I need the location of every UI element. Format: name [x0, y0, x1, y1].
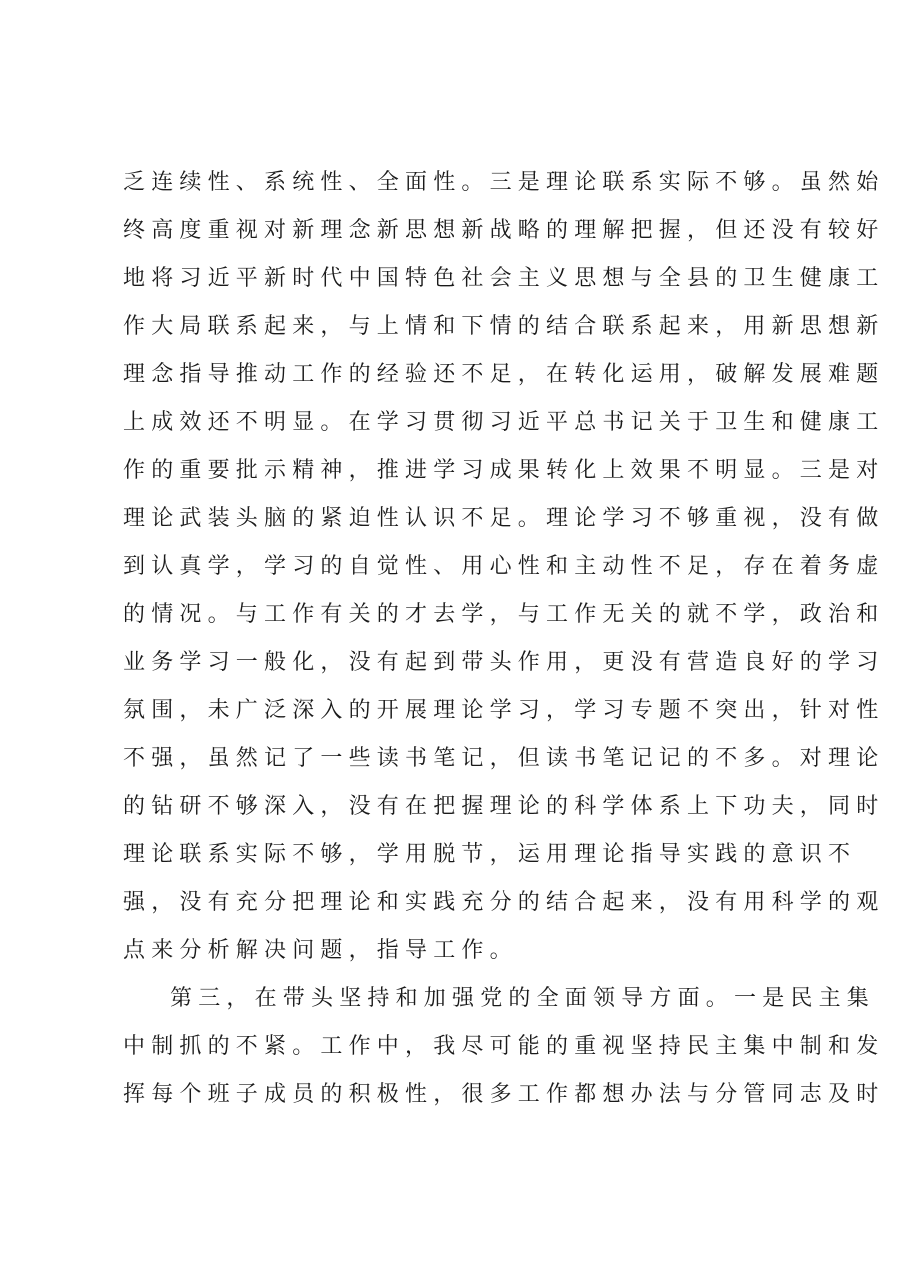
text-line: 终高度重视对新理念新思想新战略的理解把握，但还没有较好: [123, 218, 885, 243]
text-line: 地将习近平新时代中国特色社会主义思想与全县的卫生健康工: [123, 266, 885, 291]
text-line: 理论武装头脑的紧迫性认识不足。理论学习不够重视，没有做: [123, 506, 885, 531]
text-line: 作的重要批示精神，推进学习成果转化上效果不明显。三是对: [123, 458, 885, 483]
text-line: 点来分析解决问题，指导工作。: [123, 938, 518, 963]
text-line: 理论联系实际不够，学用脱节，运用理论指导实践的意识不: [123, 842, 857, 867]
text-line: 的情况。与工作有关的才去学，与工作无关的就不学，政治和: [123, 602, 885, 627]
text-line: 强，没有充分把理论和实践充分的结合起来，没有用科学的观: [123, 890, 885, 915]
text-line: 氛围，未广泛深入的开展理论学习，学习专题不突出，针对性: [123, 698, 885, 723]
paragraph-start-line: 第三，在带头坚持和加强党的全面领导方面。一是民主集: [170, 986, 876, 1011]
text-line: 中制抓的不紧。工作中，我尽可能的重视坚持民主集中制和发: [123, 1034, 885, 1059]
text-line: 乏连续性、系统性、全面性。三是理论联系实际不够。虽然始: [123, 170, 885, 195]
text-line: 作大局联系起来，与上情和下情的结合联系起来，用新思想新: [123, 314, 885, 339]
text-line: 的钻研不够深入，没有在把握理论的科学体系上下功夫，同时: [123, 794, 885, 819]
text-line: 业务学习一般化，没有起到带头作用，更没有营造良好的学习: [123, 650, 885, 675]
text-line: 不强，虽然记了一些读书笔记，但读书笔记记的不多。对理论: [123, 746, 885, 771]
text-line: 理念指导推动工作的经验还不足，在转化运用，破解发展难题: [123, 362, 885, 387]
text-line: 上成效还不明显。在学习贯彻习近平总书记关于卫生和健康工: [123, 410, 885, 435]
text-line: 到认真学，学习的自觉性、用心性和主动性不足，存在着务虚: [123, 554, 885, 579]
text-line: 挥每个班子成员的积极性，很多工作都想办法与分管同志及时: [123, 1082, 885, 1107]
